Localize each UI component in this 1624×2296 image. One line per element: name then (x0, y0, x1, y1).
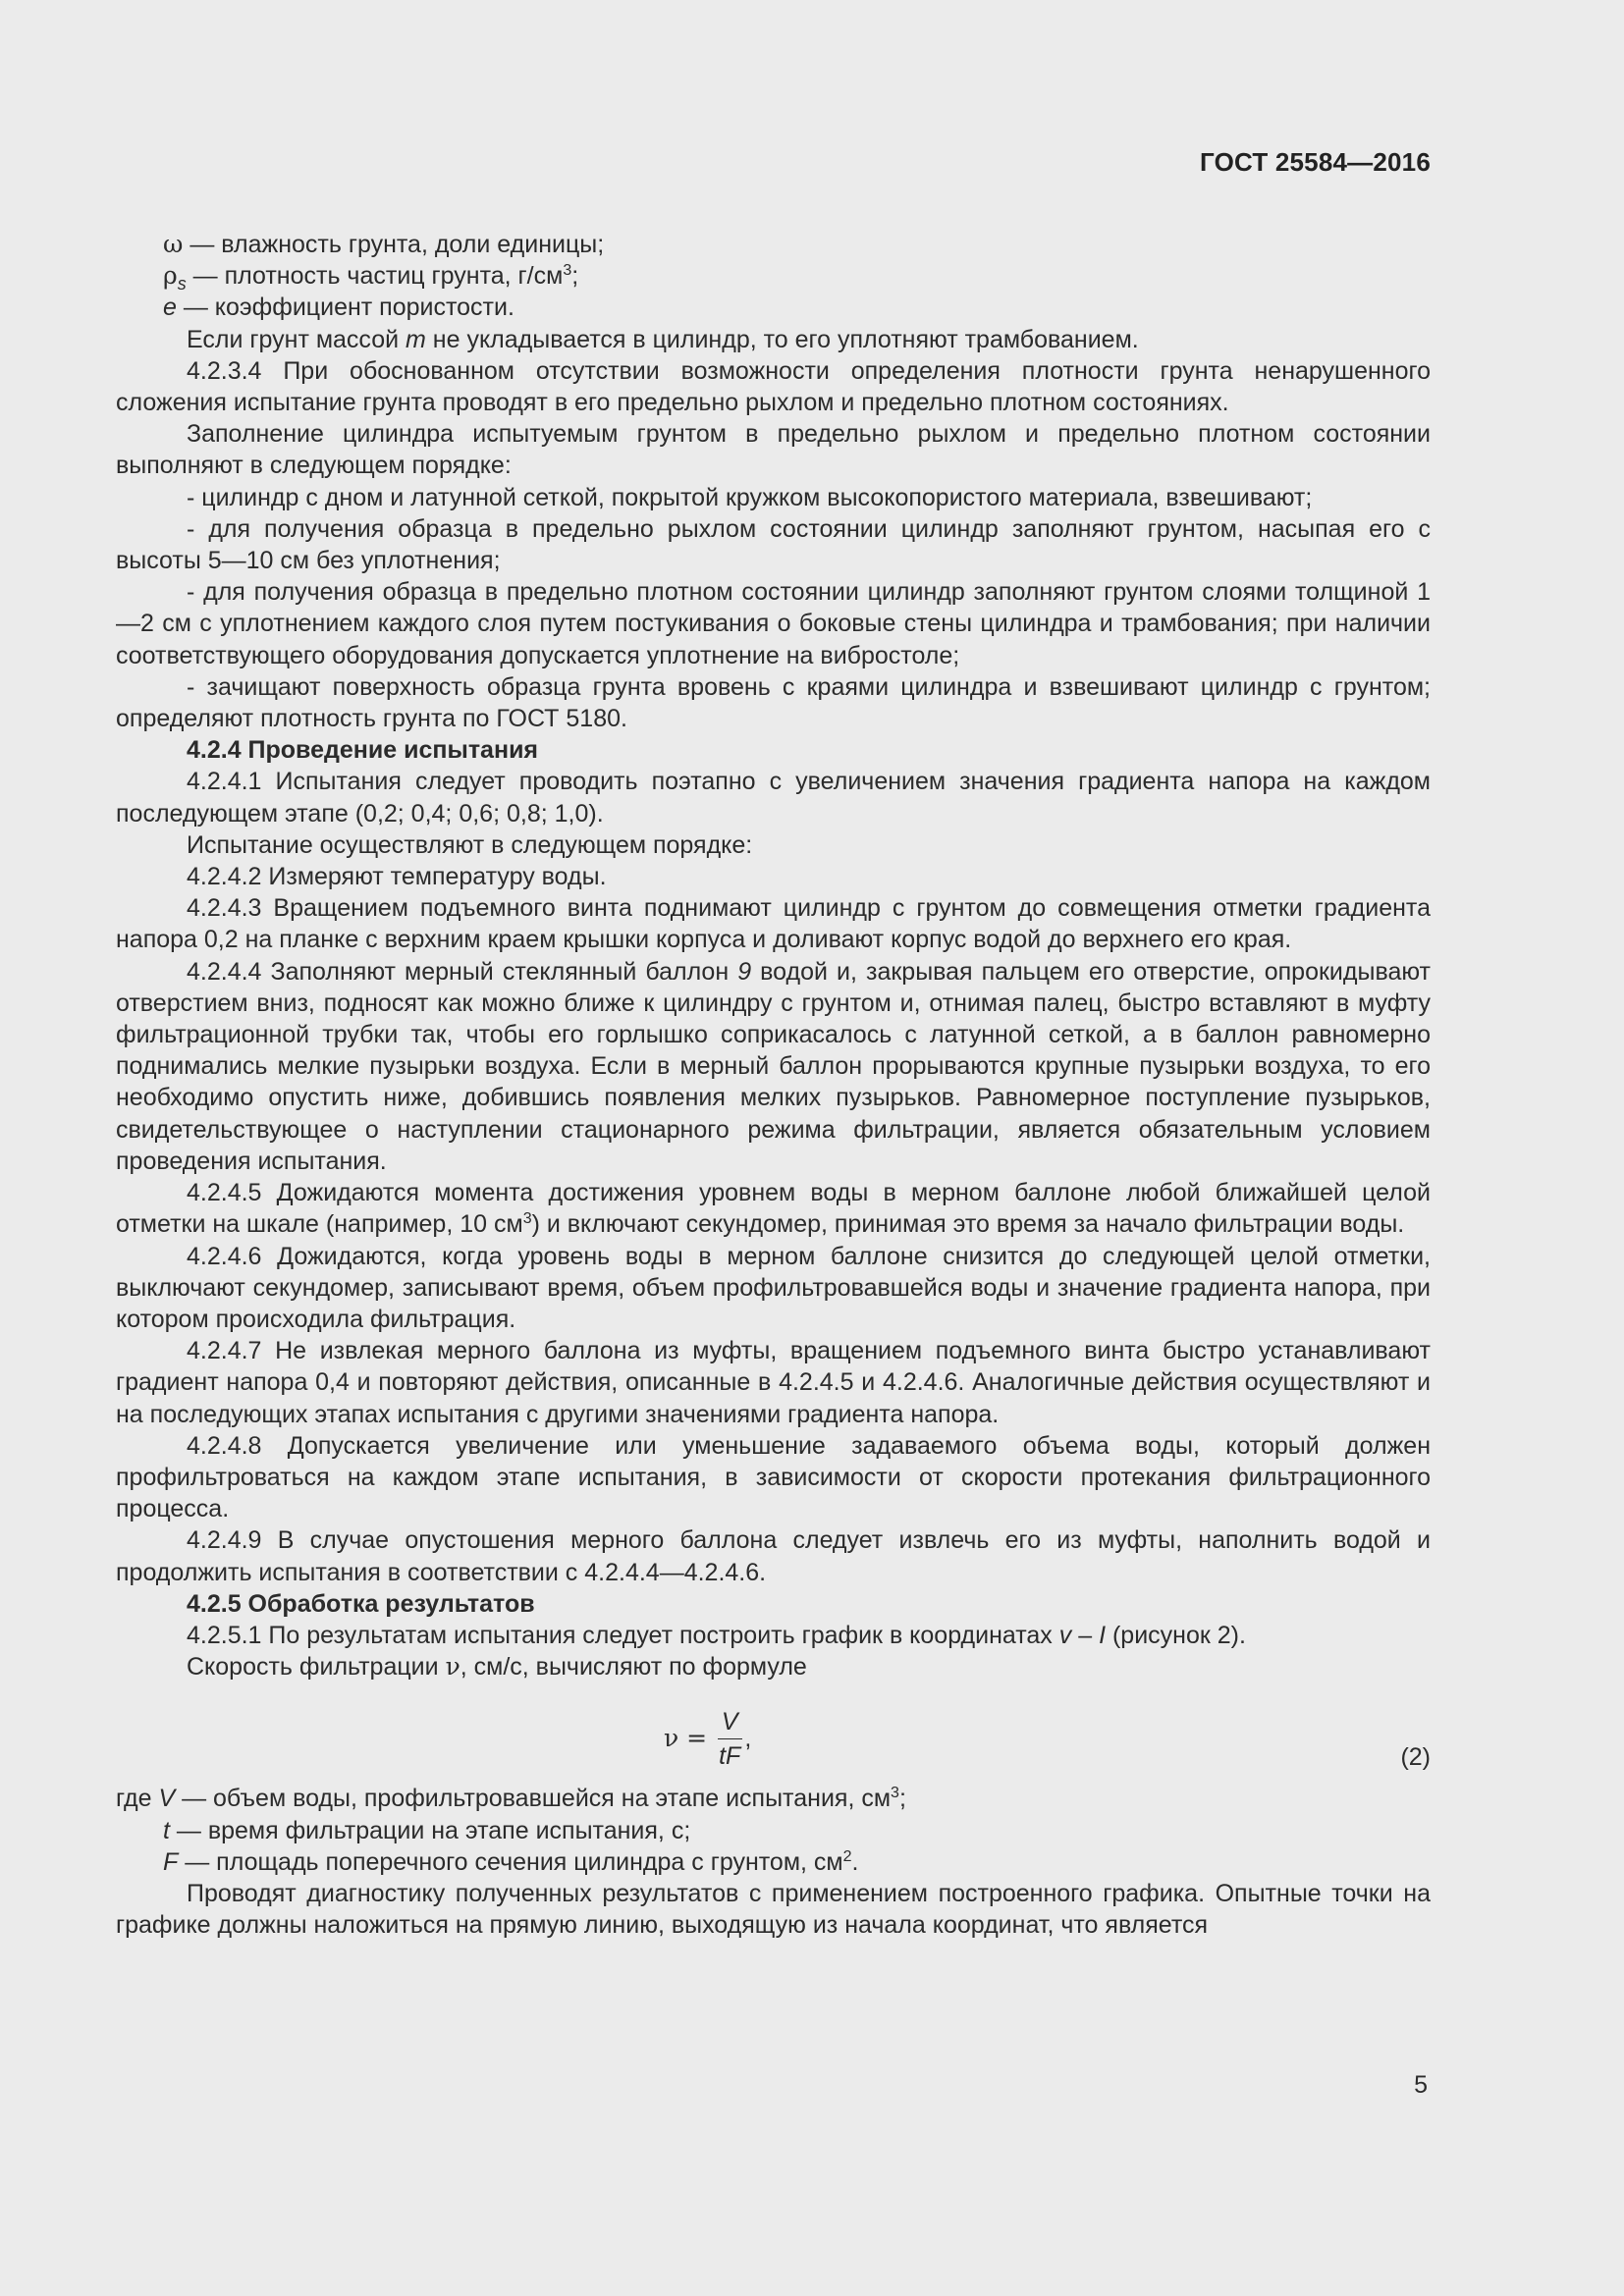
step-item: - для получения образца в предельно плотном состоянии цилиндр заполняют грунтом слоями толщиной 1—2 см с уплотнением каждого слоя путем постукивания о боковые стены цилиндра и трамбования; при наличии соответствующего оборудования допускается уплотнение на вибростоле; (116, 578, 1431, 669)
step-item: - зачищают поверхность образца грунта вровень с краями цилиндра и взвешивают цилиндр с грунтом; определяют плотность грунта по ГОСТ 5180. (116, 672, 1431, 733)
paragraph-diagnostics: Проводят диагностику полученных результатов с применением построенного графика. Опытные точки на графике должны наложиться на прямую линию, выходящую из начала координат, что является (116, 1879, 1431, 1940)
formula-2 (116, 1700, 1431, 1779)
definition-e: e — коэффициент пористости. (163, 294, 514, 322)
formula-denominator: tF (719, 1741, 741, 1770)
paragraph-4-2-5-1: 4.2.5.1 По результатам испытания следует построить график в координатах v – I (рисунок 2). (187, 1621, 1246, 1649)
definition-V: где V — объем воды, профильтровавшейся на этапе испытания, $см^3$; (116, 1785, 906, 1813)
paragraph-4-2-4-9: 4.2.4.9 В случае опустошения мерного баллона следует извлечь его из муфты, наполнить водой и продолжить испытания в соответствии с 4.2.4.4—4.2.4.6. (116, 1526, 1431, 1586)
definition-F: F — площадь поперечного сечения цилиндра с грунтом, $см^2$. (163, 1847, 859, 1876)
formula-lhs: ν = (664, 1724, 708, 1753)
step-item: - для получения образца в предельно рыхлом состоянии цилиндр заполняют грунтом, насыпая его с высоты 5—10 см без уплотнения; (116, 514, 1431, 575)
definition-omega: ω — влажность грунта, доли единицы; (163, 230, 605, 258)
paragraph-speed: Скорость фильтрации ν, см/с, вычисляют по формуле (187, 1652, 807, 1682)
paragraph-order: Испытание осуществляют в следующем порядке: (187, 830, 753, 859)
formula-fraction (715, 1705, 744, 1773)
section-heading-4-2-4: 4.2.4 Проведение испытания (187, 736, 539, 765)
paragraph-4-2-4-3: 4.2.4.3 Вращением подъемного винта поднимают цилиндр с грунтом до совмещения отметки градиента напора 0,2 на планке с верхним краем крышки корпуса и доливают корпус водой до верхнего его края. (116, 894, 1431, 954)
paragraph-4-2-4-6: 4.2.4.6 Дожидаются, когда уровень воды в мерном баллоне снизится до следующей целой отметки, выключают секундомер, записывают время, объем профильтровавшейся воды и значение градиента напора, при котором происходила фильтрация. (116, 1242, 1431, 1333)
paragraph-4-2-4-7: 4.2.4.7 Не извлекая мерного баллона из муфты, вращением подъемного винта быстро устанавливают градиент напора 0,4 и повторяют действия, описанные в 4.2.4.5 и 4.2.4.6. Аналогичные действия осуществляют и на последующих этапах испытания с другими значениями градиента напора. (116, 1337, 1431, 1428)
definition-rho-s: $\rho_s$ — плотность частиц грунта, $г/см^3$; (163, 261, 579, 294)
standard-header: ГОСТ 25584—2016 (1200, 147, 1431, 177)
step-item: - цилиндр с дном и латунной сеткой, покрытой кружком высокопористого материала, взвешивают; (187, 483, 1313, 511)
definition-t: t — время фильтрации на этапе испытания, с; (163, 1816, 691, 1844)
paragraph-mass: Если грунт массой m не укладывается в цилиндр, то его уплотняют трамбованием. (187, 325, 1139, 353)
paragraph-4-2-4-1: 4.2.4.1 Испытания следует проводить поэтапно с увеличением значения градиента напора на каждом последующем этапе (0,2; 0,4; 0,6; 0,8; 1,0). (116, 768, 1431, 828)
paragraph-4-2-4-4: 4.2.4.4 Заполняют мерный стеклянный баллон 9 водой и, закрывая пальцем его отверстие, опрокидывают отверстием вниз, подносят как можно ближе к цилиндру с грунтом и, отнимая палец, быстро вставляют в муфту фильтрационной трубки так, чтобы его горлышко соприкасалось с латунной сеткой, а в баллон равномерно поднимались мелкие пузырьки воздуха. Если в мерный баллон прорываются крупные пузырьки воздуха, то его необходимо опустить ниже, добившись появления мелких пузырьков. Равномерное поступление пузырьков, свидетельствующее о наступлении стационарного режима фильтрации, является обязательным условием проведения испытания. (116, 957, 1431, 1175)
formula-number: (2) (1400, 1743, 1431, 1772)
formula-body (664, 1700, 751, 1777)
paragraph-4-2-4-5: 4.2.4.5 Дожидаются момента достижения уровнем воды в мерном баллоне любой ближайшей целой отметки на шкале (например, 10 $см^3$) и включают секундомер, принимая это время за начало фильтрации воды. (116, 1179, 1431, 1239)
paragraph-4-2-4-2: 4.2.4.2 Измеряют температуру воды. (187, 863, 607, 891)
page-number: 5 (1414, 2071, 1428, 2099)
section-heading-4-2-5: 4.2.5 Обработка результатов (187, 1589, 535, 1618)
paragraph-4-2-4-8: 4.2.4.8 Допускается увеличение или уменьшение задаваемого объема воды, который должен профильтроваться на каждом этапе испытания, в зависимости от скорости протекания фильтрационного процесса. (116, 1431, 1431, 1523)
paragraph-filling: Заполнение цилиндра испытуемым грунтом в предельно рыхлом и предельно плотном состоянии выполняют в следующем порядке: (116, 420, 1431, 480)
page-body (116, 229, 1431, 1941)
formula-numerator: V (718, 1705, 742, 1739)
paragraph-4-2-3-4: 4.2.3.4 При обоснованном отсутствии возможности определения плотности грунта ненарушенного сложения испытание грунта проводят в его предельно рыхлом и предельно плотном состояниях. (116, 356, 1431, 417)
formula-tail: , (744, 1725, 752, 1753)
